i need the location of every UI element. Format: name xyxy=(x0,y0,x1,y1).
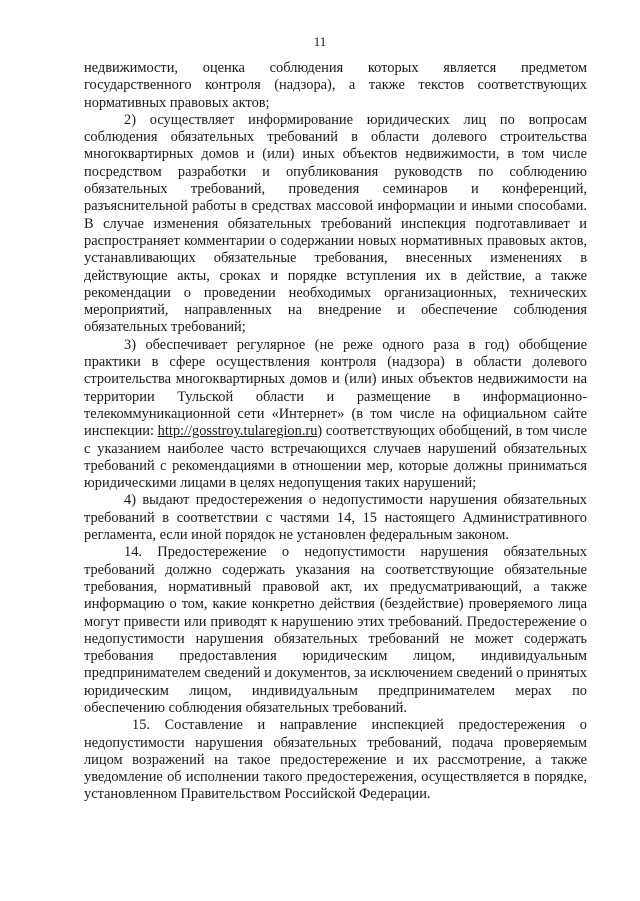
document-body xyxy=(84,60,587,804)
page-number: 11 xyxy=(313,34,327,49)
paragraph-item-3-text-end: ) соответствующих обобщений, в том числе с указанием наиболее часто встречающихся случаев нарушений обязательных требований с рекомендациями в отношении мер, которые должны приниматься юридическими лицами в целях недопущения таких нарушений; xyxy=(84,423,587,492)
paragraph-section-14: 14. Предостережение о недопустимости нарушения обязательных требований должно содержать указания на соответствующие обязательные требования, нормативный правовой акт, их предусматривающий, а также информацию о том, какие конкретно действия (бездействие) проверяемого лица могут привести или приводят к нарушению этих требований. Предостережение о недопустимости нарушения обязательных требований не может содержать требования предоставления юридическим лицом, индивидуальным предпринимателем сведений и документов, за исключением сведений о принятых юридическим лицом, индивидуальным предпринимателем мерах по обеспечению соблюдения обязательных требований. xyxy=(84,544,588,716)
paragraph-item-4: 4) выдают предостережения о недопустимости нарушения обязательных требований в соответствии с частями 14, 15 настоящего Административного регламента, если иной порядок не установлен федеральным законом. xyxy=(84,492,587,544)
paragraph-item-3-text-start: 3) обеспечивает регулярное (не реже одного раза в год) обобщение практики в сфере осуществления контроля (надзора) в области долевого строительства многоквартирных домов и (или) иных объектов недвижимости на территории Тульской области и размещение в информационно-телекоммуникационной сети «Интернет» (в том числе на официальном сайте инспекции: xyxy=(84,336,587,440)
paragraph-item-2: 2) осуществляет информирование юридических лиц по вопросам соблюдения обязательных требований в области долевого строительства многоквартирных домов и (или) иных объектов недвижимости, в том числе посредством разработки и опубликования руководств по соблюдению обязательных требований, проведения семинаров и конференций, разъяснительной работы в средствах массовой информации и иными способами. В случае изменения обязательных требований инспекция подготавливает и распространяет комментарии о содержании новых нормативных правовых актов, устанавливающих обязательные требования, внесенных изменениях в действующие акты, сроках и порядке вступления их в действие, а также рекомендации о проведении необходимых организационных, технических мероприятий, направленных на внедрение и обеспечение соблюдения обязательных требований; xyxy=(84,111,587,336)
inspection-website-link[interactable]: http://gosstroy.tularegion.ru xyxy=(157,423,318,440)
paragraph-section-15: 15. Составление и направление инспекцией предостережения о недопустимости нарушения обязательных требований, подача проверяемым лицом возражений на такое предостережение и их рассмотрение, а также уведомление об исполнении такого предостережения, осуществляется в порядке, установленном Правительством Российской Федерации. xyxy=(84,717,587,803)
paragraph-continuation: недвижимости, оценка соблюдения которых является предметом государственного контроля (надзора), а также текстов соответствующих нормативных правовых актов; xyxy=(84,60,587,111)
paragraph-item-3 xyxy=(84,337,587,493)
